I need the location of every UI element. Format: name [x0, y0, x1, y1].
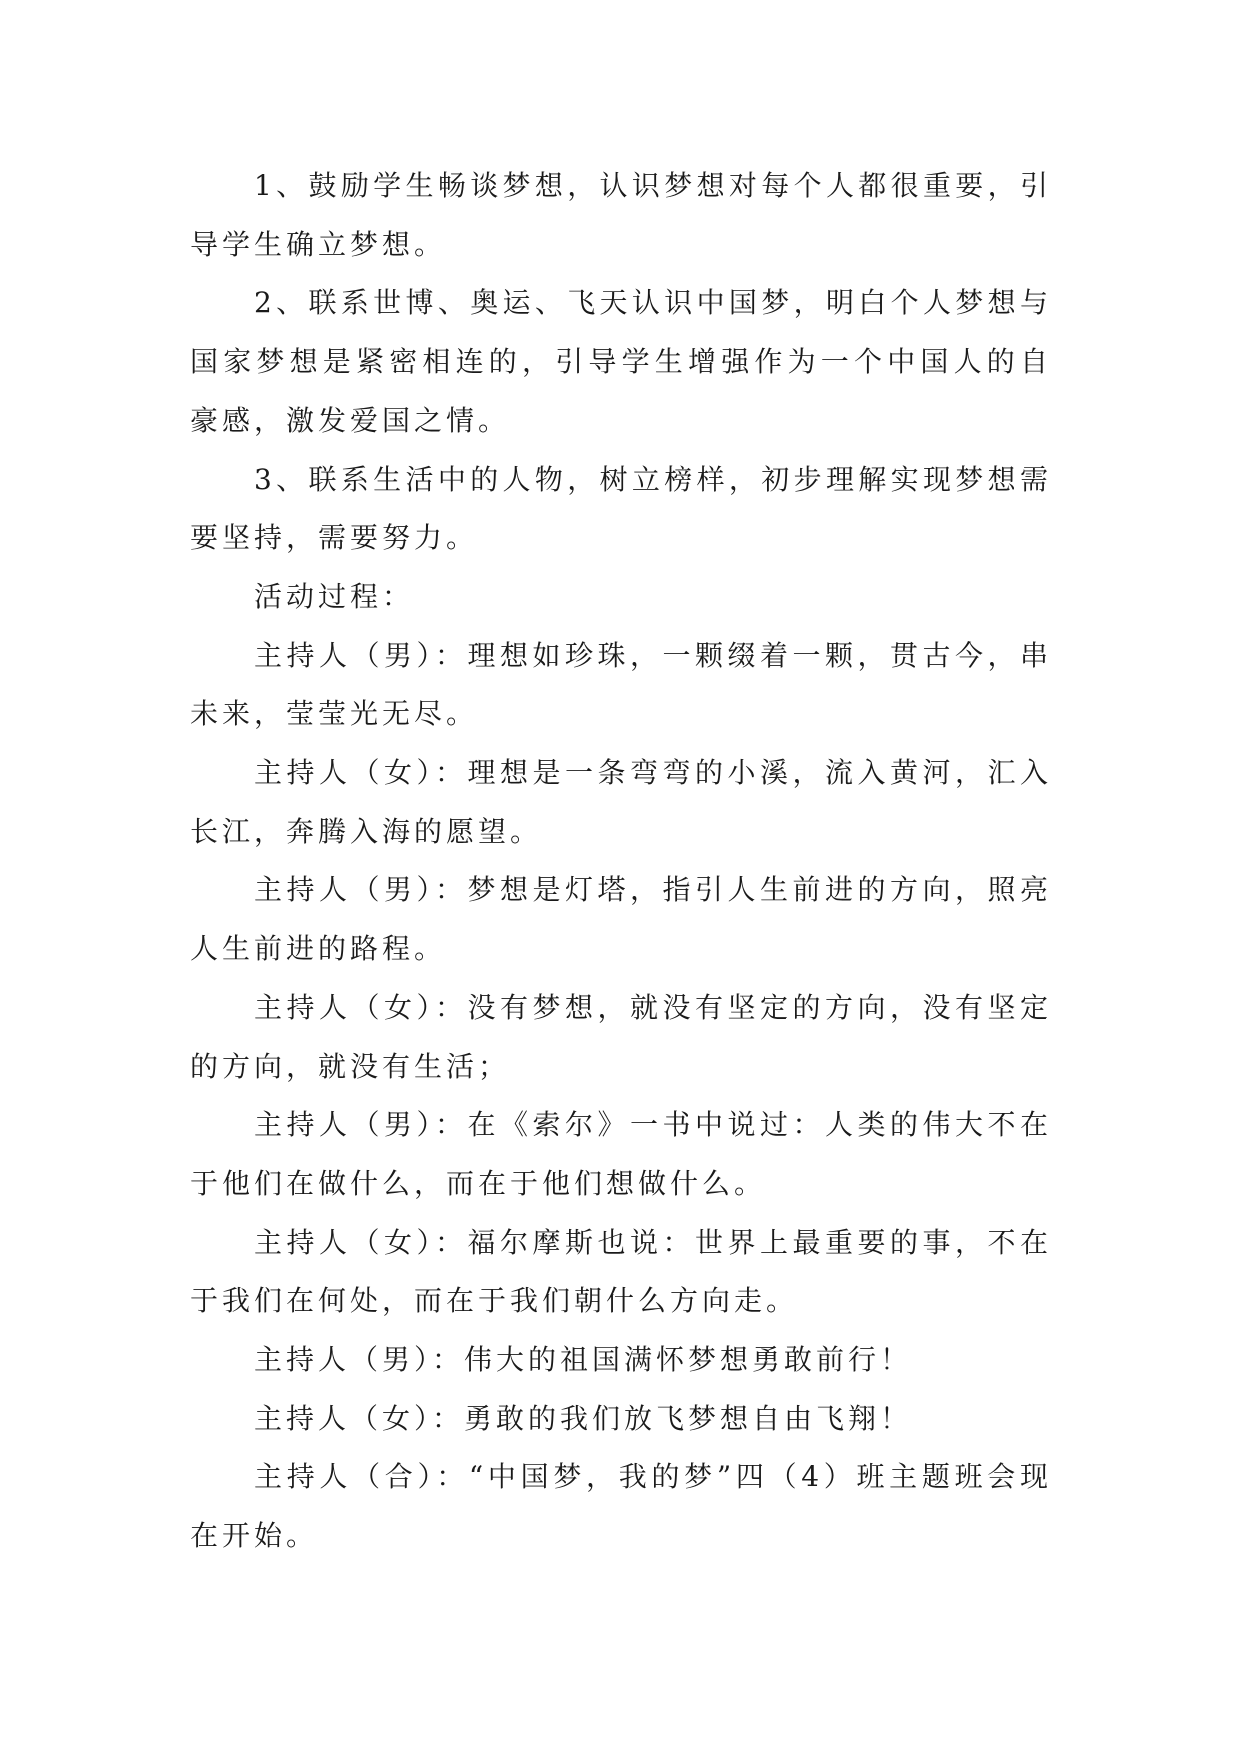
goal-paragraph-1: 1、鼓励学生畅谈梦想，认识梦想对每个人都很重要，引导学生确立梦想。	[190, 169, 1052, 261]
host-line-3: 主持人（男）：梦想是灯塔，指引人生前进的方向，照亮人生前进的路程。	[190, 873, 1052, 966]
section-heading-activity-process: 活动过程：	[254, 579, 415, 613]
host-line-4: 主持人（女）：没有梦想，就没有坚定的方向，没有坚定的方向，就没有生活；	[190, 990, 1052, 1083]
host-line-8: 主持人（女）：勇敢的我们放飞梦想自由飞翔！	[254, 1401, 913, 1435]
host-line-7: 主持人（男）：伟大的祖国满怀梦想勇敢前行！	[254, 1343, 913, 1377]
host-line-9: 主持人（合）：“中国梦，我的梦”四（4）班主题班会现在开始。	[190, 1460, 1052, 1553]
goal-paragraph-3: 3、联系生活中的人物，树立榜样，初步理解实现梦想需要坚持，需要努力。	[190, 462, 1052, 555]
document-body	[190, 157, 1052, 1566]
host-line-6: 主持人（女）：福尔摩斯也说：世界上最重要的事，不在于我们在何处，而在于我们朝什么方向走。	[190, 1225, 1052, 1318]
host-line-5: 主持人（男）：在《索尔》一书中说过：人类的伟大不在于他们在做什么，而在于他们想做什么。	[190, 1108, 1052, 1200]
goal-paragraph-2: 2、联系世博、奥运、飞天认识中国梦，明白个人梦想与国家梦想是紧密相连的，引导学生增强作为一个中国人的自豪感，激发爱国之情。	[190, 286, 1052, 437]
host-line-2: 主持人（女）：理想是一条弯弯的小溪，流入黄河，汇入长江，奔腾入海的愿望。	[190, 756, 1052, 848]
host-line-1: 主持人（男）：理想如珍珠，一颗缀着一颗，贯古今，串未来，莹莹光无尽。	[190, 638, 1052, 731]
